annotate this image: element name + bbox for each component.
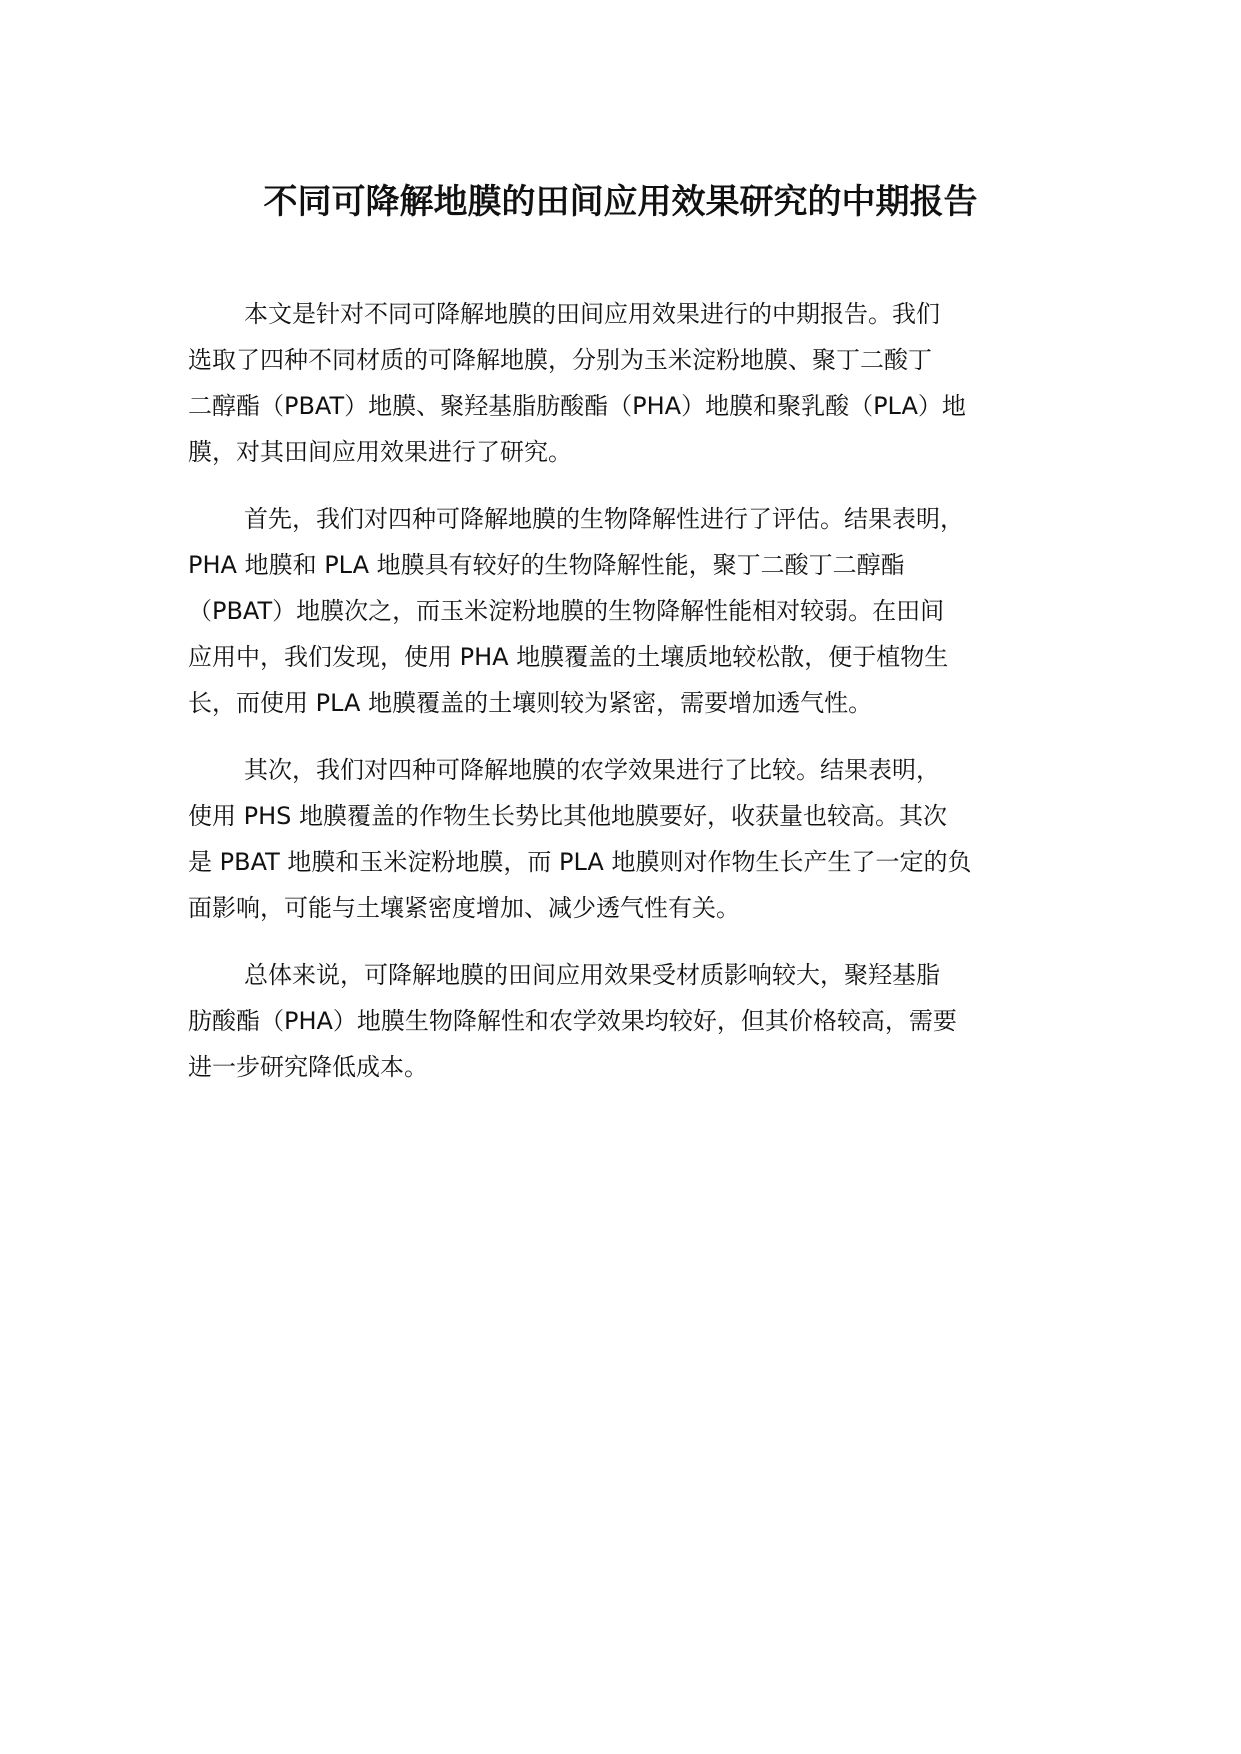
paragraph-line: 进一步研究降低成本。 [188,1053,428,1081]
paragraph-line: 本文是针对不同可降解地膜的田间应用效果进行的中期报告。我们 [244,300,940,328]
paragraph-line: 应用中，我们发现，使用 PHA 地膜覆盖的土壤质地较松散，便于植物生 [188,643,949,671]
paragraph-line: PHA 地膜和 PLA 地膜具有较好的生物降解性能，聚丁二酸丁二醇酯 [188,551,905,579]
paragraph-line: 是 PBAT 地膜和玉米淀粉地膜，而 PLA 地膜则对作物生长产生了一定的负 [188,848,972,876]
paragraph-intro [188,291,1073,475]
paragraph-line: （PBAT）地膜次之，而玉米淀粉地膜的生物降解性能相对较弱。在田间 [188,597,945,625]
paragraph-line: 肪酸酯（PHA）地膜生物降解性和农学效果均较好，但其价格较高，需要 [188,1007,957,1035]
paragraph-line: 面影响，可能与土壤紧密度增加、减少透气性有关。 [188,894,740,922]
paragraph-line: 选取了四种不同材质的可降解地膜，分别为玉米淀粉地膜、聚丁二酸丁 [188,346,932,374]
paragraph-line: 使用 PHS 地膜覆盖的作物生长势比其他地膜要好，收获量也较高。其次 [188,802,948,830]
paragraph-line: 二醇酯（PBAT）地膜、聚羟基脂肪酸酯（PHA）地膜和聚乳酸（PLA）地 [188,392,966,420]
paragraph-agronomic-effect [188,747,1073,931]
paragraph-conclusion [188,952,1073,1090]
document-body [188,291,1073,1111]
document-title: 不同可降解地膜的田间应用效果研究的中期报告 [263,182,978,222]
paragraph-line: 长，而使用 PLA 地膜覆盖的土壤则较为紧密，需要增加透气性。 [188,689,873,717]
paragraph-biodegradability [188,496,1073,726]
paragraph-line: 膜，对其田间应用效果进行了研究。 [188,438,572,466]
paragraph-line: 其次，我们对四种可降解地膜的农学效果进行了比较。结果表明， [244,756,940,784]
paragraph-line: 总体来说，可降解地膜的田间应用效果受材质影响较大，聚羟基脂 [244,961,940,989]
paragraph-line: 首先，我们对四种可降解地膜的生物降解性进行了评估。结果表明， [244,505,964,533]
